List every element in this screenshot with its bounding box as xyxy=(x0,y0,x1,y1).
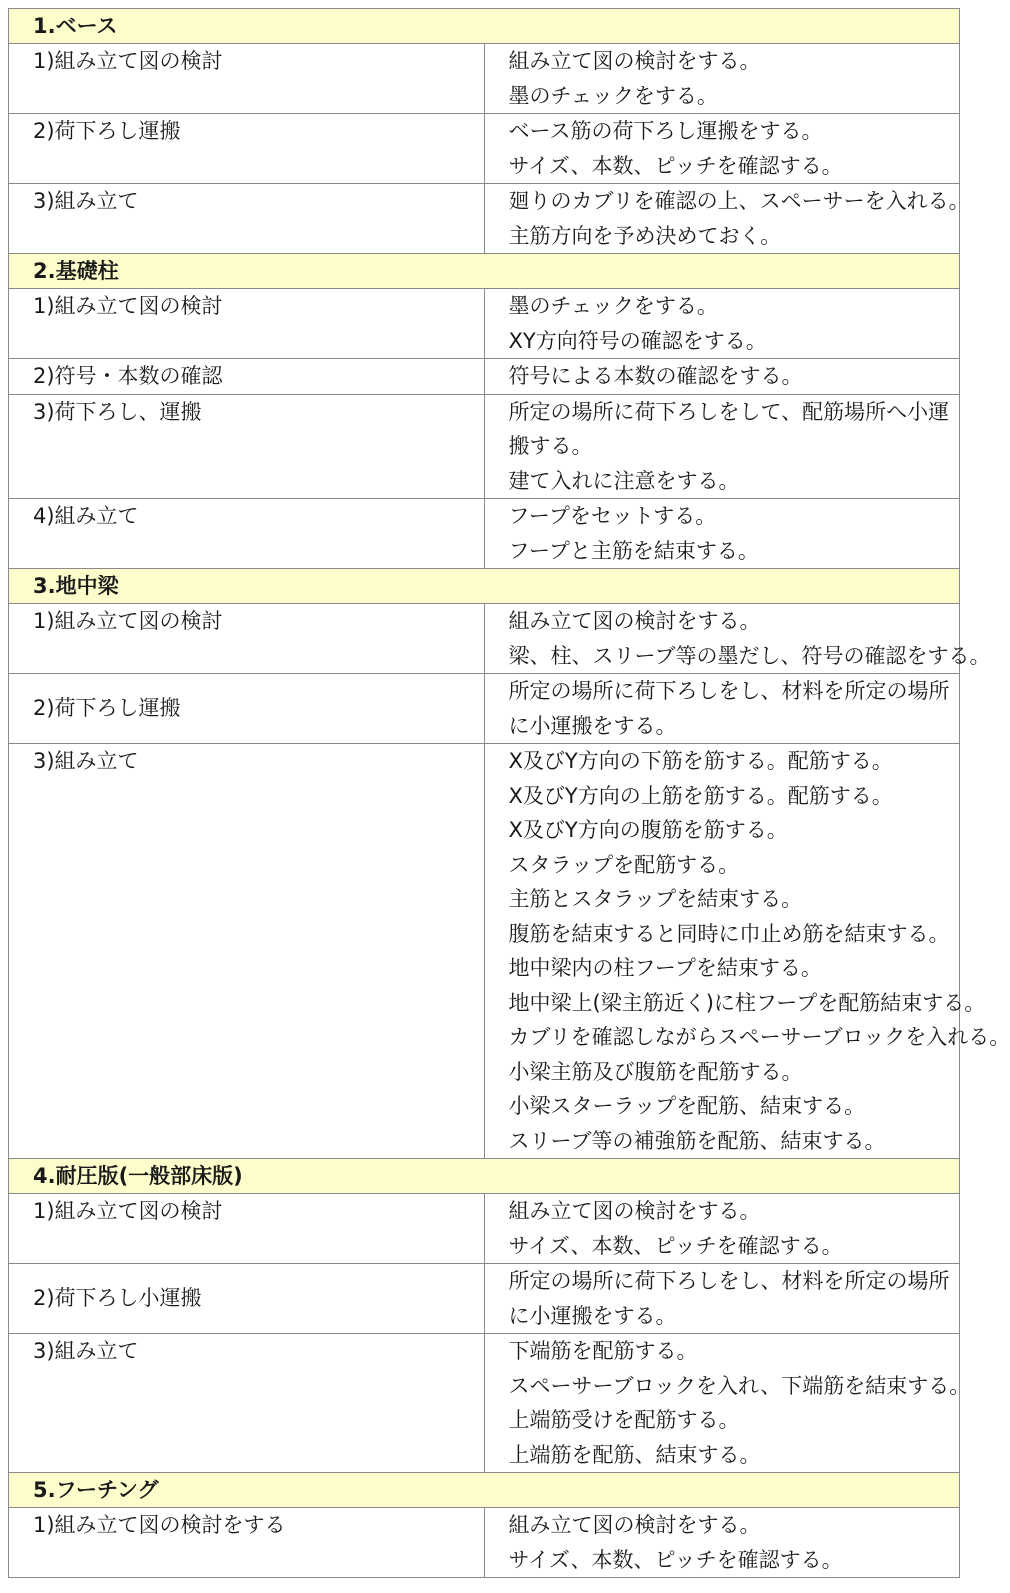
description-line: カブリを確認しながらスペーサーブロックを入れる。 xyxy=(508,1025,1010,1049)
section-header-row xyxy=(9,1159,960,1194)
step-label: 1)組み立て図の検討 xyxy=(9,289,485,359)
procedure-row xyxy=(9,394,960,499)
description-line: 腹筋を結束すると同時に巾止め筋を結束する。 xyxy=(508,921,950,946)
description-line: X及びY方向の下筋を筋する。配筋する。 xyxy=(508,749,893,773)
procedure-row xyxy=(9,44,960,114)
description-line: サイズ、本数、ピッチを確認する。 xyxy=(508,153,843,178)
step-label: 1)組み立て図の検討 xyxy=(9,604,485,674)
description-line: 梁、柱、スリーブ等の墨だし、符号の確認をする。 xyxy=(508,643,991,668)
step-description xyxy=(484,184,970,254)
step-label: 2)符号・本数の確認 xyxy=(9,359,485,395)
work-procedure-document xyxy=(8,8,1010,1578)
description-line: 所定の場所に荷下ろしをして、配筋場所へ小運搬する。 xyxy=(508,399,950,458)
step-label: 2)荷下ろし運搬 xyxy=(9,674,485,744)
description-line: 上端筋を配筋、結束する。 xyxy=(508,1442,761,1467)
step-description xyxy=(484,674,960,744)
step-label: 4)組み立て xyxy=(9,499,485,569)
description-line: 下端筋を配筋する。 xyxy=(508,1339,698,1363)
section-title: 2.基礎柱 xyxy=(9,254,960,289)
description-line: サイズ、本数、ピッチを確認する。 xyxy=(508,1233,843,1258)
description-line: 符号による本数の確認をする。 xyxy=(508,364,803,388)
section-header-row xyxy=(9,254,960,289)
description-line: 主筋方向を予め決めておく。 xyxy=(508,223,782,248)
description-line: 墨のチェックをする。 xyxy=(508,83,718,108)
procedure-row xyxy=(9,499,960,569)
step-label: 2)荷下ろし運搬 xyxy=(9,114,485,184)
description-line: 上端筋受けを配筋する。 xyxy=(508,1408,740,1432)
step-description xyxy=(484,1264,960,1334)
step-description xyxy=(484,744,1010,1159)
step-label: 1)組み立て図の検討をする xyxy=(9,1508,485,1578)
description-line: 所定の場所に荷下ろしをし、材料を所定の場所に小運搬をする。 xyxy=(508,679,950,738)
procedure-row xyxy=(9,184,960,254)
section-header-row xyxy=(9,569,960,604)
description-line: X及びY方向の腹筋を筋する。 xyxy=(508,818,788,842)
section-title: 1.ベース xyxy=(9,9,960,44)
description-line: スタラップを配筋する。 xyxy=(508,852,740,877)
description-line: 主筋とスタラップを結束する。 xyxy=(508,887,803,911)
description-line: ベース筋の荷下ろし運搬をする。 xyxy=(508,119,823,143)
step-label: 3)荷下ろし、運搬 xyxy=(9,394,485,499)
step-label: 2)荷下ろし小運搬 xyxy=(9,1264,485,1334)
procedure-row xyxy=(9,1508,960,1578)
procedure-row xyxy=(9,674,960,744)
description-line: フープと主筋を結束する。 xyxy=(508,538,759,563)
procedure-row xyxy=(9,289,960,359)
procedure-row xyxy=(9,1264,960,1334)
step-label: 1)組み立て図の検討 xyxy=(9,1194,485,1264)
section-title: 5.フーチング xyxy=(9,1473,960,1508)
step-label: 3)組み立て xyxy=(9,1334,485,1473)
step-label: 1)組み立て図の検討 xyxy=(9,44,485,114)
section-title: 3.地中梁 xyxy=(9,569,960,604)
section-title: 4.耐圧版(一般部床版) xyxy=(9,1159,960,1194)
description-line: X及びY方向の上筋を筋する。配筋する。 xyxy=(508,783,893,808)
procedure-row xyxy=(9,604,960,674)
description-line: 建て入れに注意をする。 xyxy=(508,468,740,493)
step-label: 3)組み立て xyxy=(9,744,485,1159)
step-description xyxy=(484,604,991,674)
description-line: 組み立て図の検討をする。 xyxy=(508,49,761,73)
procedure-table xyxy=(8,8,1010,1578)
description-line: 地中梁内の柱フープを結束する。 xyxy=(508,956,822,980)
description-line: 小梁主筋及び腹筋を配筋する。 xyxy=(508,1059,803,1084)
step-description xyxy=(484,289,960,359)
description-line: 地中梁上(梁主筋近く)に柱フープを配筋結束する。 xyxy=(508,990,986,1015)
section-header-row xyxy=(9,9,960,44)
description-line: スペーサーブロックを入れ、下端筋を結束する。 xyxy=(508,1373,971,1398)
step-description xyxy=(484,1508,960,1578)
step-description xyxy=(484,394,960,499)
section-header-row xyxy=(9,1473,960,1508)
description-line: 組み立て図の検討をする。 xyxy=(508,1199,761,1223)
description-line: 組み立て図の検討をする。 xyxy=(508,1513,761,1537)
procedure-row xyxy=(9,114,960,184)
procedure-row xyxy=(9,744,960,1159)
description-line: 廻りのカブリを確認の上、スペーサーを入れる。 xyxy=(508,189,970,213)
step-description xyxy=(484,44,960,114)
description-line: XY方向符号の確認をする。 xyxy=(508,328,767,353)
step-description xyxy=(484,359,960,395)
procedure-row xyxy=(9,1194,960,1264)
description-line: 組み立て図の検討をする。 xyxy=(508,609,761,633)
procedure-table-body xyxy=(9,9,1010,1578)
step-description xyxy=(484,1334,971,1473)
description-line: 墨のチェックをする。 xyxy=(508,294,718,318)
procedure-row xyxy=(9,1334,960,1473)
step-label: 3)組み立て xyxy=(9,184,485,254)
description-line: サイズ、本数、ピッチを確認する。 xyxy=(508,1547,843,1572)
description-line: 小梁スターラップを配筋、結束する。 xyxy=(508,1094,866,1118)
description-line: スリーブ等の補強筋を配筋、結束する。 xyxy=(508,1128,886,1153)
procedure-row xyxy=(9,359,960,395)
description-line: フープをセットする。 xyxy=(508,504,717,528)
step-description xyxy=(484,499,960,569)
description-line: 所定の場所に荷下ろしをし、材料を所定の場所に小運搬をする。 xyxy=(508,1269,950,1328)
step-description xyxy=(484,114,960,184)
step-description xyxy=(484,1194,960,1264)
